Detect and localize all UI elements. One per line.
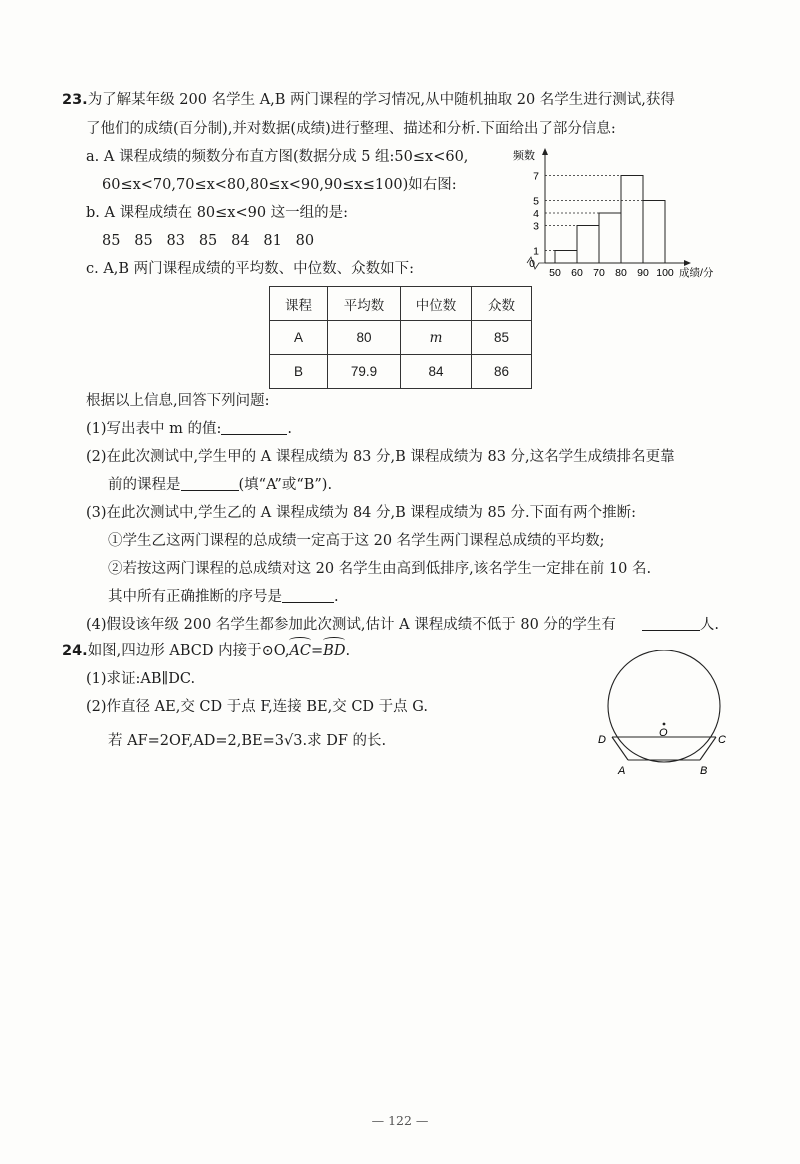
table-header-cell: 平均数 [328, 287, 401, 321]
q23-part4-end: 人. [699, 617, 720, 633]
q23-intro-text1: 为了解某年级 200 名学生 A,B 两门课程的学习情况,从中随机抽取 20 名学生进行测试,获得 [87, 92, 675, 108]
histogram-bar [621, 176, 643, 264]
q24-part1: (1)求证:AB∥DC. [86, 671, 196, 687]
frequency-histogram [505, 145, 725, 283]
q23-part3-inference2: ②若按这两门课程的总成绩对这 20 名学生由高到低排序,该名学生一定排在前 10 名. [108, 561, 652, 577]
histogram-bar [577, 226, 599, 264]
y-tick-label: 3 [533, 220, 539, 233]
y-tick-label: 1 [533, 245, 539, 258]
q23-info-b-values: 85 85 83 85 84 81 80 [102, 233, 315, 249]
q23-info-b: b. A 课程成绩在 80≤x<90 这一组的是: [86, 205, 349, 221]
label-o: O [659, 727, 668, 739]
q23-number: 23. [62, 92, 88, 108]
q23-info-c: c. A,B 两门课程成绩的平均数、中位数、众数如下: [86, 261, 415, 277]
q23-part4-text: (4)假设该年级 200 名学生都参加此次测试,估计 A 课程成绩不低于 80 分的学生有 [86, 617, 616, 633]
table-cell: A [270, 321, 328, 355]
histogram-bar [643, 201, 665, 264]
q23-info-a-line2: 60≤x<70,70≤x<80,80≤x<90,90≤x≤100)如右图: [102, 177, 457, 193]
x-axis-label: 成绩/分 [679, 267, 714, 279]
q23-answer-prompt: 根据以上信息,回答下列问题: [86, 393, 270, 409]
q23-part3-line1: (3)在此次测试中,学生乙的 A 课程成绩为 84 分,B 课程成绩为 85 分.下面有两个推断: [86, 505, 637, 521]
q23-part3-inference1: ①学生乙这两门课程的总成绩一定高于这 20 名学生两门课程总成绩的平均数; [108, 533, 605, 549]
x-tick-label: 70 [593, 267, 605, 279]
circle-o [608, 650, 720, 762]
table-header-row [270, 287, 532, 321]
table-cell: 79.9 [328, 355, 401, 389]
table-header-cell: 中位数 [401, 287, 472, 321]
q23-part1-end: . [287, 421, 293, 437]
q23-part2-end: (填“A”或“B”). [238, 477, 333, 493]
q23-part2-text: 前的课程是 [108, 477, 181, 493]
page-number: — 122 — [371, 1113, 429, 1128]
y-tick-label: 5 [533, 195, 539, 208]
label-b: B [700, 765, 708, 777]
x-tick-label: 50 [549, 267, 561, 279]
y-tick-label: 4 [533, 208, 539, 220]
y-axis-arrow [542, 148, 548, 155]
arc-bd: BD [323, 643, 346, 659]
circle-figure [590, 650, 740, 780]
table-cell: B [270, 355, 328, 389]
q23-part4 [86, 615, 719, 635]
q23-part3-line4 [108, 587, 339, 607]
y-axis-label: 频数 [513, 150, 535, 162]
histogram-bar [555, 251, 577, 264]
table-header-cell: 众数 [472, 287, 532, 321]
y-tick-label: 0 [529, 258, 535, 270]
x-axis-arrow [684, 260, 691, 266]
x-tick-label: 60 [571, 267, 583, 279]
q24-part2-line2: 若 AF=2OF,AD=2,BE=3√3.求 DF 的长. [108, 733, 387, 749]
q23-intro-line2: 了他们的成绩(百分制),并对数据(成绩)进行整理、描述和分析.下面给出了部分信息: [86, 121, 616, 137]
table-row [270, 321, 532, 355]
y-tick-label: 7 [533, 170, 539, 183]
answer-blank-4[interactable] [642, 616, 700, 631]
table-cell: 85 [472, 321, 532, 355]
label-c: C [718, 734, 726, 746]
q23-part2-line2 [108, 475, 332, 495]
table-cell: 86 [472, 355, 532, 389]
table-row [270, 355, 532, 389]
x-tick-label: 80 [615, 267, 627, 279]
q24-equals: = [311, 643, 324, 659]
q23-info-a-line1: a. A 课程成绩的频数分布直方图(数据分成 5 组:50≤x<60, [86, 149, 469, 165]
q24-number: 24. [62, 643, 88, 659]
q23-part2-line1: (2)在此次测试中,学生甲的 A 课程成绩为 83 分,B 课程成绩为 83 分,这名学生成绩排名更靠 [86, 449, 675, 465]
table-header-cell: 课程 [270, 287, 328, 321]
q24-part2-line1: (2)作直径 AE,交 CD 于点 F,连接 BE,交 CD 于点 G. [86, 699, 428, 715]
table-cell: m [401, 321, 472, 355]
q23-part3-end: . [334, 589, 339, 605]
q24-stem [62, 641, 350, 661]
table-cell: 80 [328, 321, 401, 355]
x-tick-label: 100 [656, 267, 674, 279]
table-cell: 84 [401, 355, 472, 389]
q23-intro-line1 [62, 90, 675, 110]
label-a: A [618, 765, 626, 777]
q24-stem-end: . [345, 643, 351, 659]
q23-part3-text: 其中所有正确推断的序号是 [108, 589, 282, 605]
label-d: D [598, 734, 606, 746]
answer-blank-1[interactable] [221, 420, 287, 435]
q24-stem-text: 如图,四边形 ABCD 内接于⊙O, [87, 643, 290, 659]
q23-part1-text: (1)写出表中 m 的值: [86, 421, 222, 437]
arc-ac: AC [289, 643, 312, 659]
stats-table [269, 286, 532, 389]
q23-part1 [86, 419, 292, 439]
histogram-bar [599, 213, 621, 263]
center-point [663, 723, 666, 726]
answer-blank-2[interactable] [181, 476, 239, 491]
answer-blank-3[interactable] [282, 588, 334, 603]
x-tick-label: 90 [637, 267, 649, 279]
